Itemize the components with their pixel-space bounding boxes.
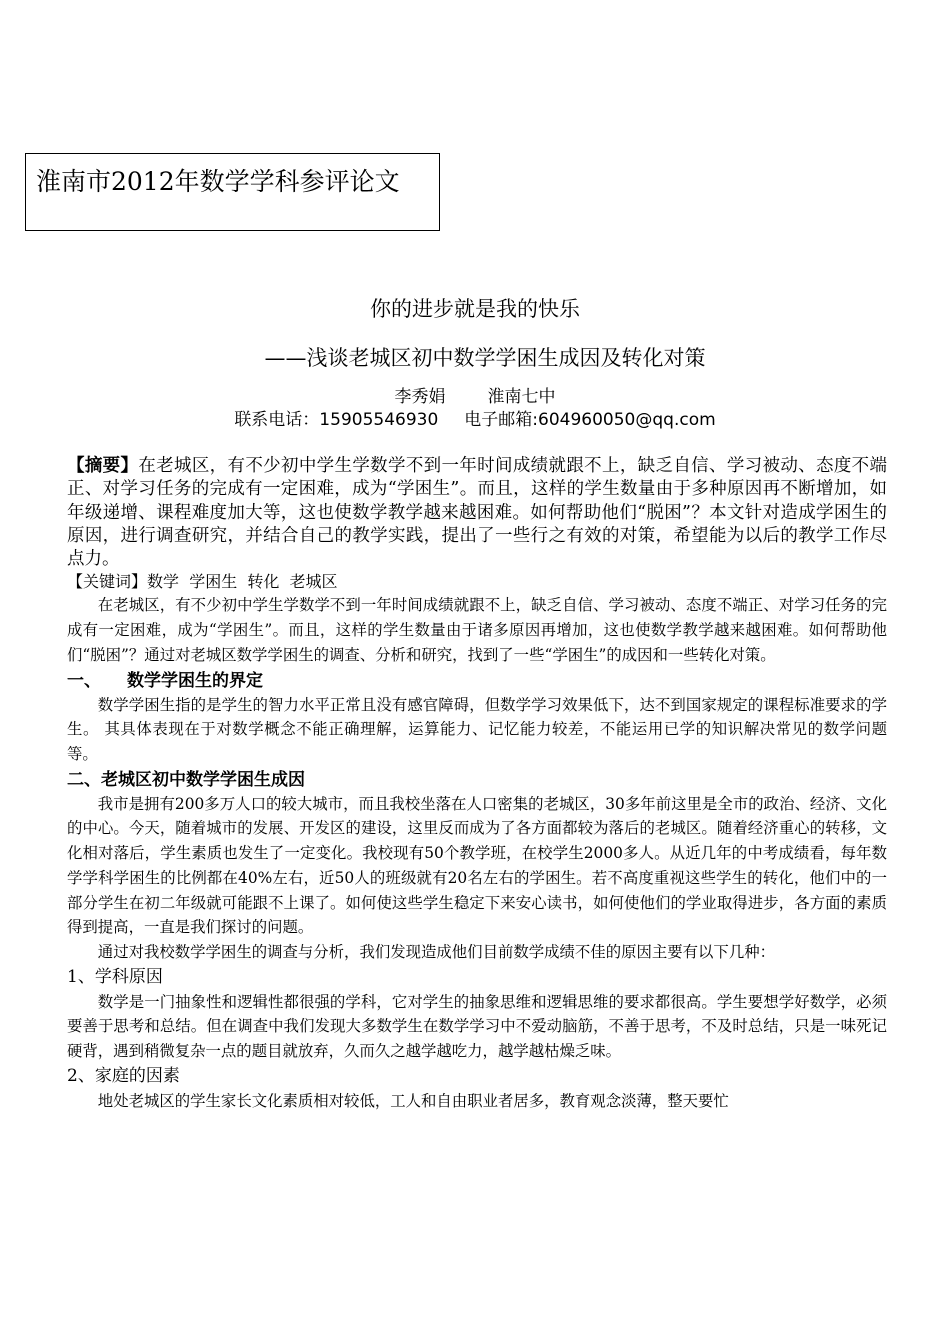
keywords xyxy=(67,571,887,593)
subsection1-heading: 1、学科原因 xyxy=(67,966,163,987)
abstract-text: 在老城区，有不少初中学生学数学不到一年时间成绩就跟不上，缺乏自信、学习被动、态度不端正、对学习任务的完成有一定困难，成为“学困生”。而且，这样的学生数量由于多种原因再不断增加，如年级递增、课程难度加大等，这也使数学教学越来越困难。如何帮助他们“脱困”？本文针对造成学困生的原因，进行调查研究，并结合自己的教学实践，提出了一些行之有效的对策，希望能为以后的教学工作尽点力。 xyxy=(67,456,888,570)
abstract-label: 【摘要】 xyxy=(67,456,139,476)
subsection2-paragraph: 地处老城区的学生家长文化素质相对较低，工人和自由职业者居多，教育观念淡薄，整天要忙 xyxy=(97,1091,729,1110)
header-box xyxy=(25,153,440,231)
paper-subtitle: ——浅谈老城区初中数学学困生成因及转化对策 xyxy=(264,346,706,370)
subsection1-paragraph: 数学是一门抽象性和逻辑性都很强的学科，它对学生的抽象思维和逻辑思维的要求都很高。学生要想学好数学，必须要善于思考和总结。但在调查中我们发现大多数学生在数学学习中不爱动脑筋，不善于思考，不及时总结，只是一味死记硬背，遇到稍微复杂一点的题目就放弃，久而久之越学越吃力，越学越枯燥乏味。 xyxy=(67,992,887,1061)
paper-title: 你的进步就是我的快乐 xyxy=(370,297,580,321)
abstract xyxy=(67,455,887,571)
section1-number: 一、 xyxy=(67,670,101,691)
author-line xyxy=(0,382,950,407)
keywords-text: 数学 学困生 转化 老城区 xyxy=(147,572,338,592)
section2-paragraph-1: 我市是拥有200多万人口的较大城市，而且我校坐落在人口密集的老城区，30多年前这里是全市的政治、经济、文化的中心。今天，随着城市的发展、开发区的建设，这里反而成为了各方面都较为落后的老城区。随着经济重心的转移，文化相对落后，学生素质也发生了一定变化。我校现有50个教学班，在校学生2000多人。从近几年的中考成绩看，每年数学学科学困生的比例都在40%左右，近50人的班级就有20名左右的学困生。若不高度重视这些学生的转化，他们中的一部分学生在初二年级就可能跟不上课了。如何使这些学生稳定下来安心读书，如何使他们的学业取得进步，各方面的素质得到提高，一直是我们探讨的问题。 xyxy=(67,794,887,937)
paper-body xyxy=(67,455,887,1113)
section1-paragraph: 数学学困生指的是学生的智力水平正常且没有感官障碍，但数学学习效果低下，达不到国家规定的课程标准要求的学生。 其具体表现在于对数学概念不能正确理解，运算能力、记忆能力较差，不能运用已学的知识解决常见的数学问题等。 xyxy=(67,695,887,763)
section2-paragraph-2: 通过对我校数学学困生的调查与分析，我们发现造成他们目前数学成绩不佳的原因主要有以下几种： xyxy=(97,942,775,961)
author-email: 电子邮箱:604960050@qq.com xyxy=(464,410,716,430)
section1-heading xyxy=(67,669,887,693)
subsection2-heading: 2、家庭的因素 xyxy=(67,1065,180,1086)
author-name: 李秀娟 xyxy=(394,387,446,407)
intro-paragraph: 在老城区，有不少初中学生学数学不到一年时间成绩就跟不上，缺乏自信、学习被动、态度不端正、对学习任务的完成有一定困难，成为“学困生”。而且，这样的学生数量由于诸多原因再增加，这也使数学教学越来越困难。如何帮助他们“脱困”？通过对老城区数学学困生的调查、分析和研究，找到了一些“学困生”的成因和一些转化对策。 xyxy=(67,596,887,664)
header-box-text: 淮南市2012年数学学科参评论文 xyxy=(36,167,400,196)
section2-heading: 二、老城区初中数学学困生成因 xyxy=(67,769,305,790)
keywords-label: 【关键词】 xyxy=(67,572,148,592)
author-phone: 联系电话：15905546930 xyxy=(234,410,439,430)
section1-title: 数学学困生的界定 xyxy=(127,670,263,691)
contact-line xyxy=(0,405,950,430)
author-school: 淮南七中 xyxy=(487,387,556,407)
